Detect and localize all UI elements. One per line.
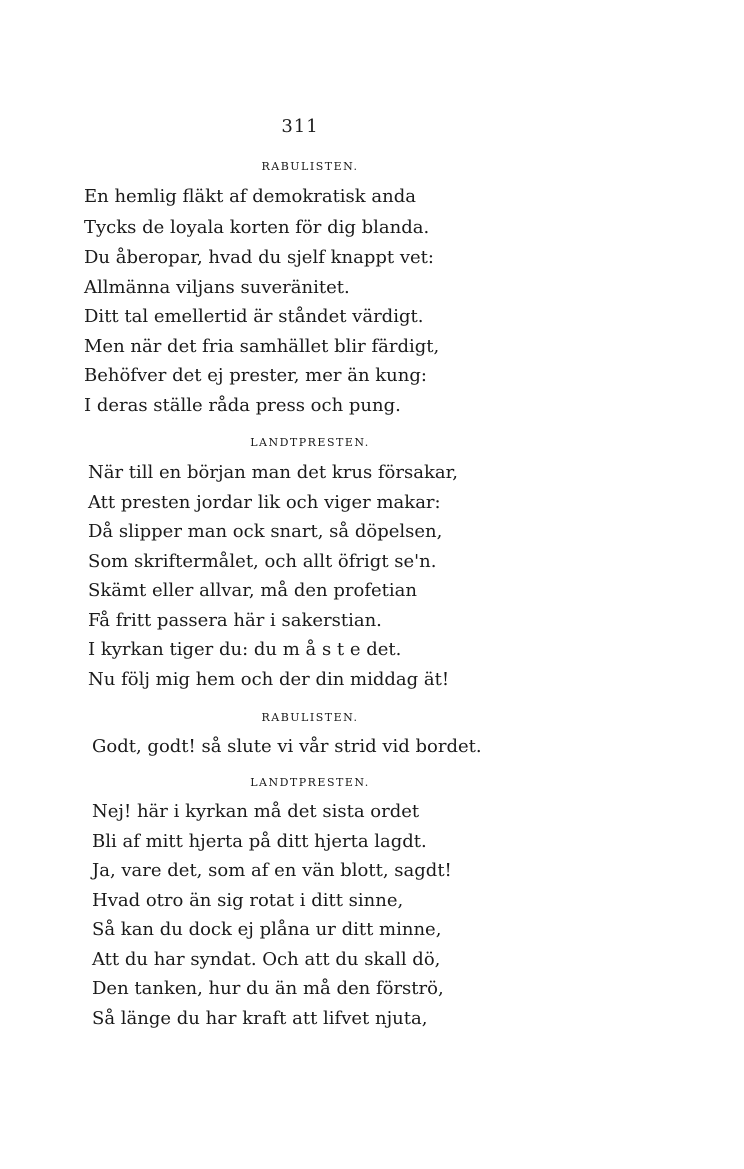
verse-line: Så länge du har kraft att lifvet njuta, (92, 1008, 428, 1029)
verse-line: Bli af mitt hjerta på ditt hjerta lagdt. (92, 831, 427, 852)
verse-line: Skämt eller allvar, må den profetian (88, 580, 417, 601)
verse-line: Att presten jordar lik och viger makar: (88, 492, 441, 513)
verse-line: Behöfver det ej prester, mer än kung: (84, 365, 427, 386)
verse-line: Som skriftermålet, och allt öfrigt se'n. (88, 551, 437, 572)
verse-line: Ditt tal emellertid är ståndet värdigt. (84, 306, 424, 327)
verse-line: Godt, godt! så slute vi vår strid vid bordet. (92, 736, 482, 757)
verse-line: Få fritt passera här i sakerstian. (88, 610, 382, 631)
verse-line: När till en början man det krus försakar, (88, 462, 458, 483)
speaker-heading: RABULISTEN. (261, 711, 359, 724)
verse-line: Så kan du dock ej plåna ur ditt minne, (92, 919, 442, 940)
verse-line: Allmänna viljans suveränitet. (84, 277, 350, 298)
page-number: 311 (281, 116, 319, 137)
verse-line: Hvad otro än sig rotat i ditt sinne, (92, 890, 404, 911)
speaker-heading: LANDTPRESTEN. (250, 776, 370, 789)
speaker-heading: RABULISTEN. (261, 160, 359, 173)
verse-line: Nu följ mig hem och der din middag ät! (88, 669, 450, 690)
verse-line: Att du har syndat. Och att du skall dö, (92, 949, 441, 970)
verse-line: Tycks de loyala korten för dig blanda. (84, 217, 430, 238)
speaker-heading: LANDTPRESTEN. (250, 436, 370, 449)
verse-line: En hemlig fläkt af demokratisk anda (84, 186, 416, 207)
verse-line: Nej! här i kyrkan må det sista ordet (92, 801, 420, 822)
verse-line: Ja, vare det, som af en vän blott, sagdt! (92, 860, 452, 881)
verse-line: Du åberopar, hvad du sjelf knappt vet: (84, 247, 434, 268)
verse-line: I kyrkan tiger du: du m å s t e det. (88, 639, 402, 660)
verse-line: Då slipper man ock snart, så döpelsen, (88, 521, 443, 542)
verse-line: I deras ställe råda press och pung. (84, 395, 401, 416)
verse-line: Men när det fria samhället blir färdigt, (84, 336, 440, 357)
verse-line: Den tanken, hur du än må den förströ, (92, 978, 444, 999)
